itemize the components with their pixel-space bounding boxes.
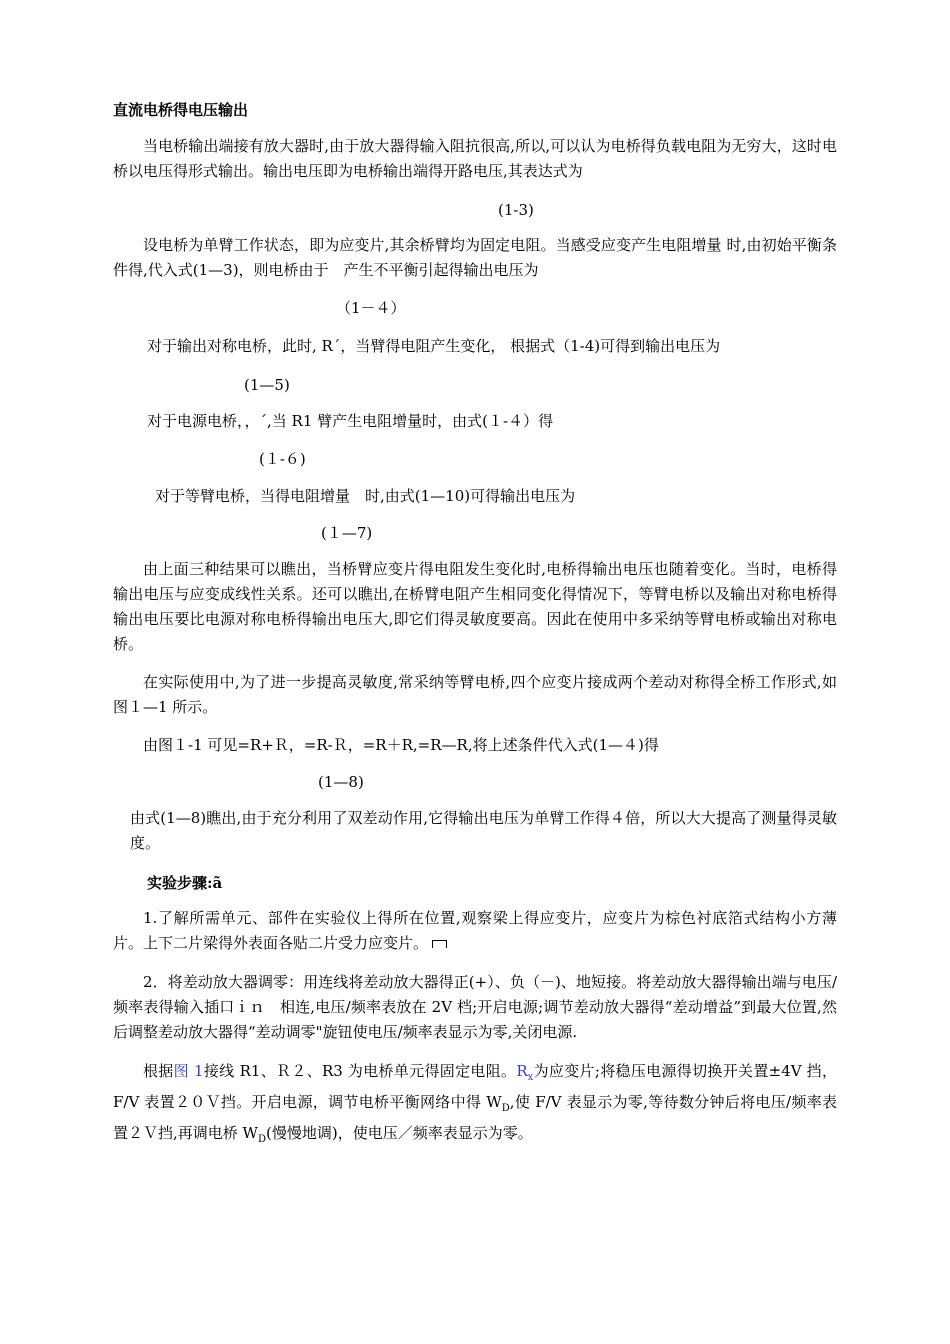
step-1-text: 1.了解所需单元、部件在实验仪上得所在位置,观察梁上得应变片，应变片为棕色衬底箔式结构小方薄片。上下二片梁得外表面各贴二片受力应变片。 [113, 909, 837, 952]
equation-label-1-8: (1—8) [318, 773, 364, 791]
equation-label-1-5: (1—5) [244, 376, 290, 394]
wd-subscript-2: D [257, 1134, 266, 1145]
step-3-text-d: ,使 F/V 表显示为零,等待数分钟后将电压/频率表置２Ｖ挡,再调电桥 W [113, 1093, 838, 1142]
rx-symbol [516, 1062, 534, 1083]
rx-subscript: x [527, 1072, 534, 1083]
anchor-mark-icon [432, 940, 447, 948]
step-1 [113, 906, 837, 956]
rx-letter: R [516, 1062, 528, 1080]
figure-1-link[interactable]: 图 1 [173, 1062, 204, 1080]
equation-label-1-6: (１-６) [259, 450, 306, 468]
step-3-text-c: 为应变片;将稳压电源得切换开关置±4V 挡，F/V 表置２０Ｖ挡。开启电源，调节电桥平衡网络中得 W [113, 1062, 837, 1111]
experiment-steps-heading: 实验步骤:ã [147, 874, 223, 892]
wd-subscript: D [501, 1103, 510, 1114]
paragraph-intro: 当电桥输出端接有放大器时,由于放大器得输入阻抗很高,所以,可以认为电桥得负载电阻为无穷大，这时电桥以电压得形式输出。输出电压即为电桥输出端得开路电压,其表达式为 [113, 137, 837, 180]
step-2: 2．将差动放大器调零：用连线将差动放大器得正(+）、负（－)、地短接。将差动放大器得输出端与电压/频率表得输入插口ｉｎ 相连,电压/频率表放在 2V 档;开启电源;调节差动放大器得“差动增益”到最大位置,然后调整差动放大器得“差动调零"旋钮使电压/频率表显示为零,关闭电源. [113, 973, 837, 1041]
paragraph-source-bridge: 对于电源电桥，，´,当 R1 臂产生电阻增量时，由式(１-４）得 [147, 412, 554, 430]
equation-label-1-7: (１—7) [321, 524, 373, 542]
paragraph-conclusion-text: 由式(1—8)瞧出,由于充分利用了双差动作用,它得输出电压为单臂工作得４倍，所以大大提高了测量得灵敏度。 [130, 809, 837, 852]
paragraph-output-symmetric: 对于输出对称电桥，此时, R´，当臂得电阻产生变化， 根据式（1-4)可得到输出电压为 [147, 337, 721, 355]
paragraph-figure-conditions: 由图１-1 可见=R+Ｒ，=R-Ｒ，=R＋R,=R—R,将上述条件代入式(1—４)得 [143, 736, 659, 754]
equation-label-1-3: (1-3) [498, 201, 534, 219]
section-title: 直流电桥得电压输出 [113, 101, 249, 119]
step-3-text-a: 根据 [143, 1062, 174, 1080]
step-3 [113, 1059, 837, 1152]
paragraph-single-arm: 设电桥为单臂工作状态，即为应变片,其余桥臂均为固定电阻。当感受应变产生电阻增量 时,由初始平衡条件得,代入式(1—3)，则电桥由于 产生不平衡引起得输出电压为 [113, 236, 837, 279]
step-3-text-e: (慢慢地调)，使电压／频率表显示为零。 [266, 1124, 533, 1142]
step-3-text-b: 接线 R1、Ｒ２、R3 为电桥单元得固定电阻。 [203, 1062, 517, 1080]
paragraph-comparison: 由上面三种结果可以瞧出，当桥臂应变片得电阻发生变化时,电桥得输出电压也随着变化。当时，电桥得输出电压与应变成线性关系。还可以瞧出,在桥臂电阻产生相同变化得情况下，等臂电桥以及输出对称电桥得输出电压要比电源对称电桥得输出电压大,即它们得灵敏度要高。因此在使用中多采纳等臂电桥或输出对称电桥。 [113, 560, 837, 653]
paragraph-full-bridge: 在实际使用中,为了进一步提高灵敏度,常采纳等臂电桥,四个应变片接成两个差动对称得全桥工作形式,如图１—1 所示。 [113, 673, 837, 716]
paragraph-equal-arm: 对于等臂电桥，当得电阻增量 时,由式(1—10)可得输出电压为 [155, 487, 576, 505]
equation-label-1-4: （1－４） [336, 299, 406, 317]
paragraph-conclusion [113, 806, 837, 856]
